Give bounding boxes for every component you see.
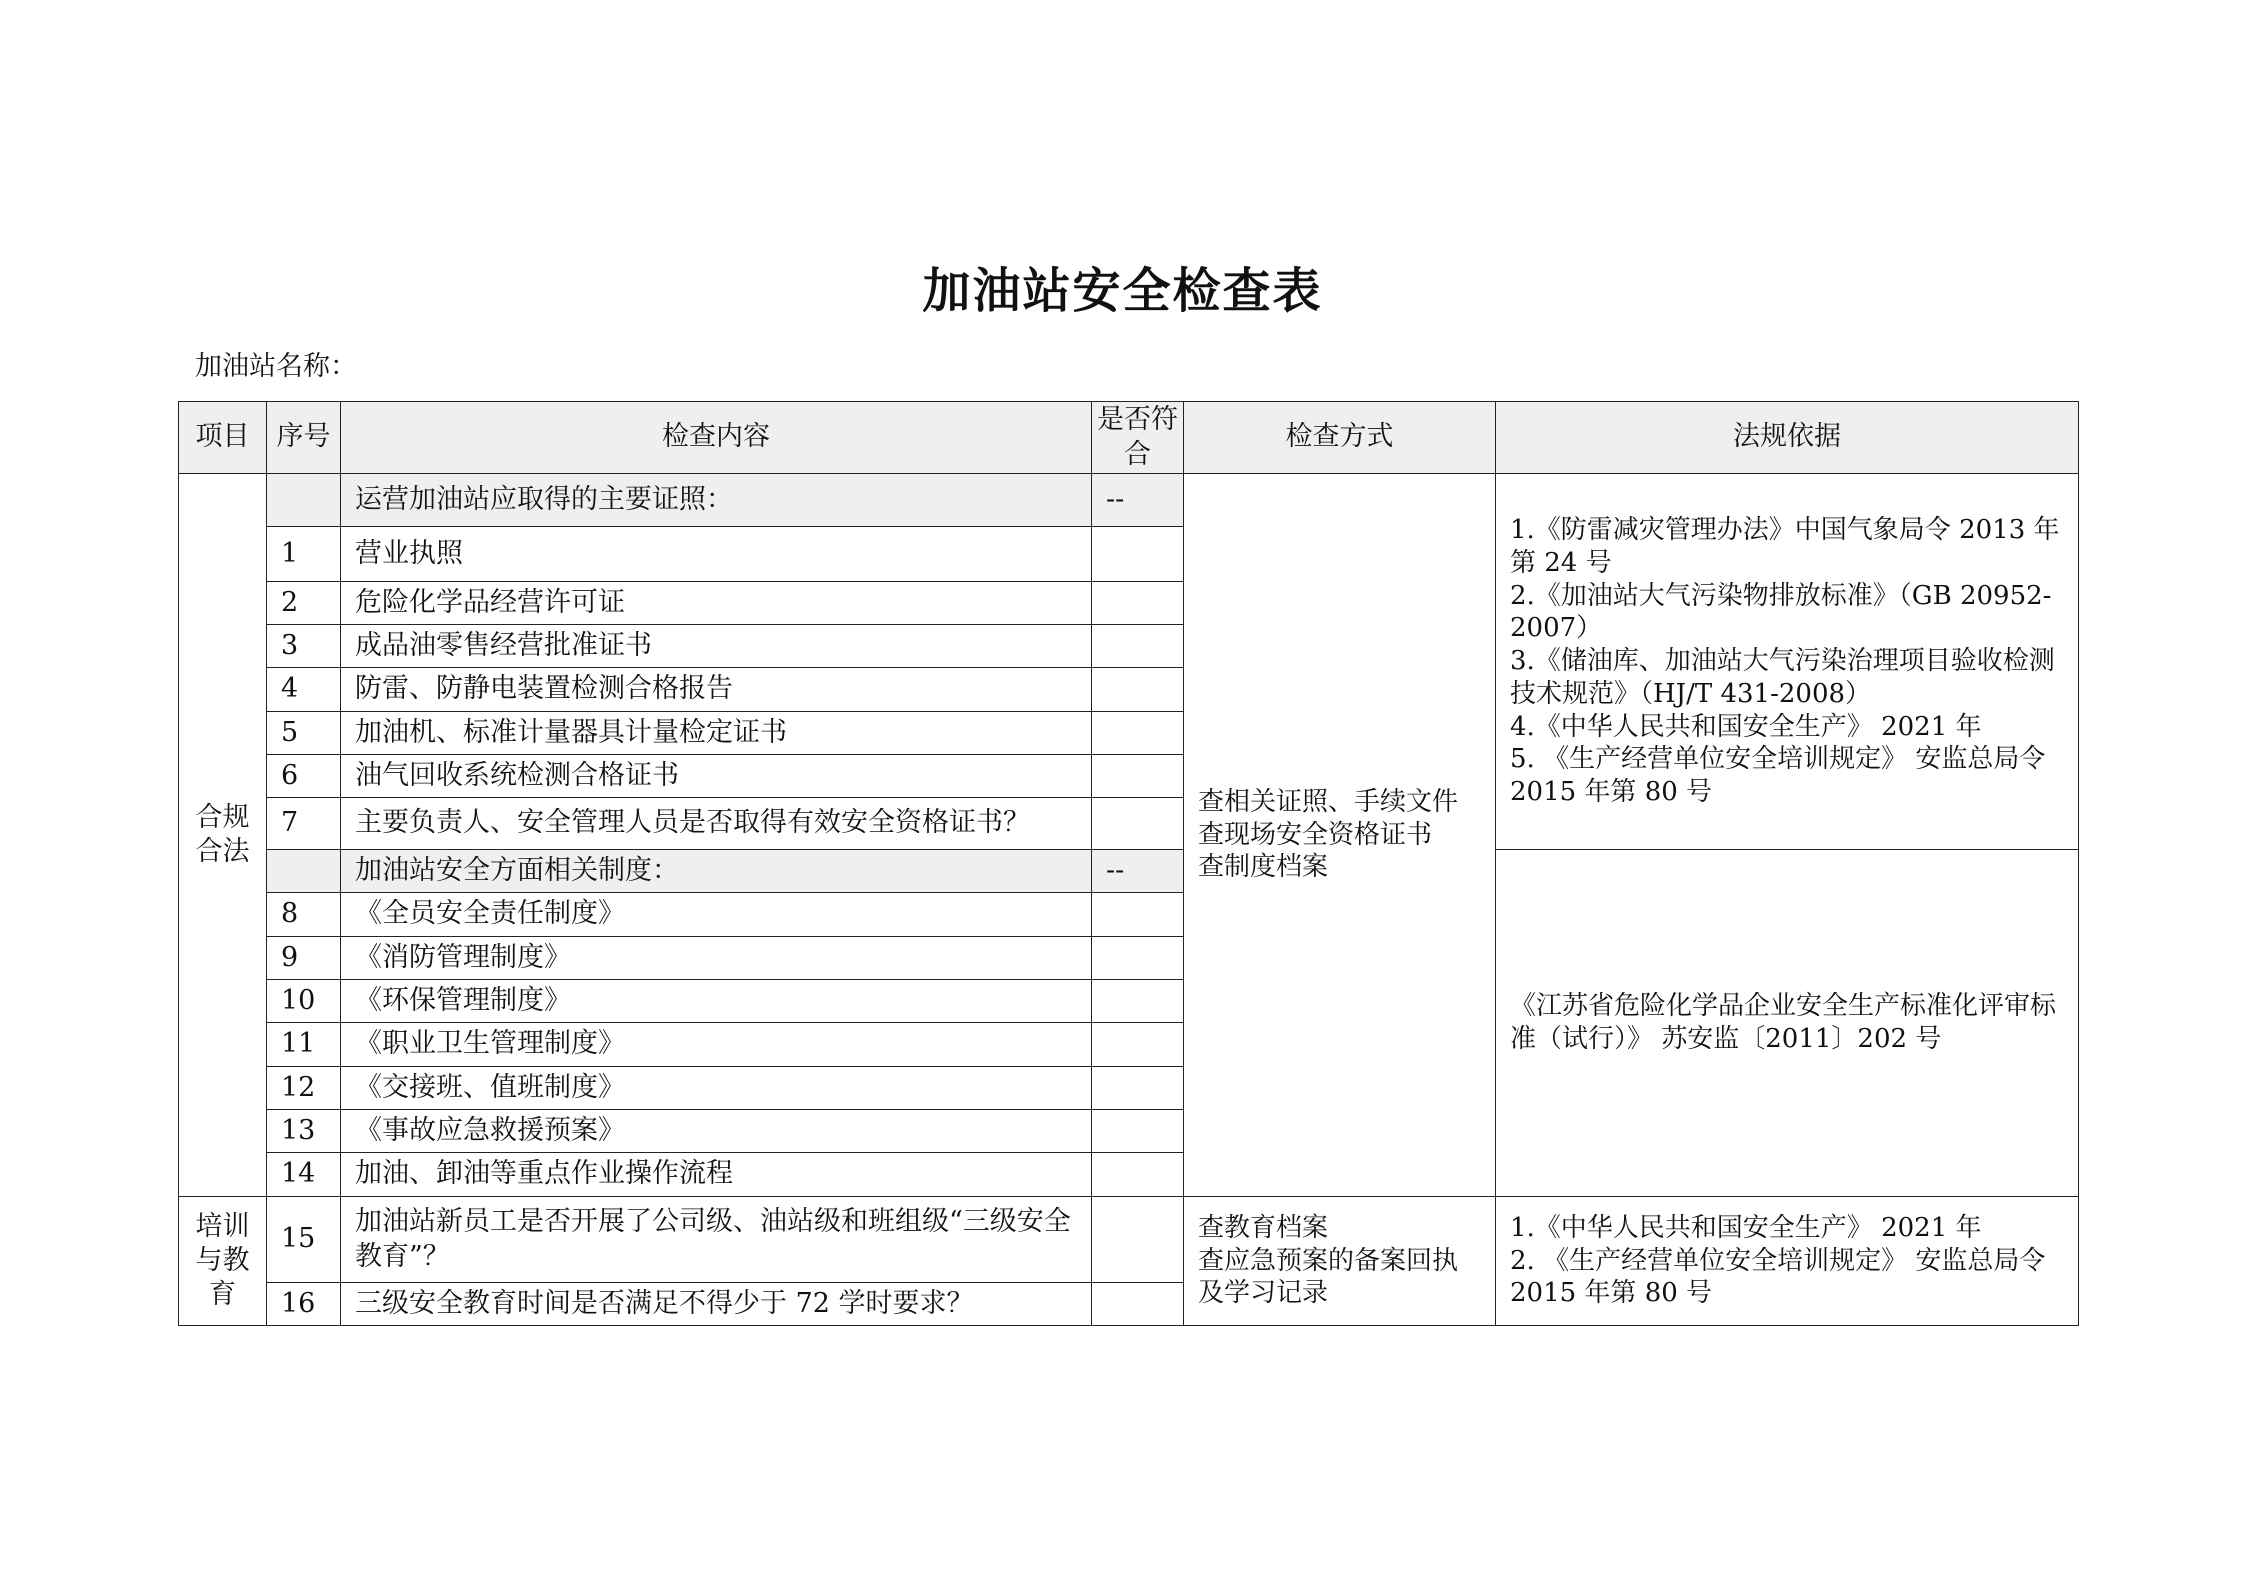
method-line: 查制度档案: [1198, 852, 1329, 883]
method-line: 查教育档案: [1198, 1212, 1329, 1243]
ok-cell[interactable]: [1092, 1197, 1184, 1283]
seq-cell: 11: [267, 1023, 341, 1067]
seq-cell: 13: [267, 1110, 341, 1153]
seq-cell: 9: [267, 937, 341, 980]
method-line: 查应急预案的备案回执及学习记录: [1198, 1245, 1459, 1309]
header-ok: 是否符合: [1092, 402, 1184, 474]
law-line: 《江苏省危险化学品企业安全生产标准化评审标准（试行）》 苏安监〔2011〕202 号: [1510, 991, 2057, 1054]
law-licenses: [1496, 474, 2079, 850]
section-heading-row: [179, 850, 2079, 893]
law-line: 4.《中华人民共和国安全生产》 2021 年: [1510, 711, 1982, 742]
header-seq: 序号: [267, 402, 341, 474]
seq-cell: 8: [267, 893, 341, 937]
content-cell: 《环保管理制度》: [341, 980, 1092, 1023]
law-line: 5. 《生产经营单位安全培训规定》 安监总局令 2015 年第 80 号: [1510, 744, 2046, 808]
table-row: [179, 1197, 2079, 1283]
ok-cell[interactable]: [1092, 980, 1184, 1023]
content-cell: 《全员安全责任制度》: [341, 893, 1092, 937]
content-cell: 油气回收系统检测合格证书: [341, 755, 1092, 798]
method-training: [1184, 1197, 1496, 1326]
law-line: 3.《储油库、加油站大气污染治理项目验收检测技术规范》（HJ/T 431-2008）: [1510, 646, 2055, 709]
method-line: 查相关证照、手续文件: [1198, 786, 1459, 817]
header-content: 检查内容: [341, 402, 1092, 474]
ok-cell[interactable]: [1092, 1023, 1184, 1067]
seq-cell: 7: [267, 798, 341, 850]
seq-cell: 6: [267, 755, 341, 798]
category-compliance: 合规合法: [179, 474, 267, 1197]
content-cell: 三级安全教育时间是否满足不得少于 72 学时要求？: [341, 1283, 1092, 1326]
ok-cell[interactable]: [1092, 1110, 1184, 1153]
seq-cell: 2: [267, 582, 341, 625]
law-line: 1.《中华人民共和国安全生产》 2021 年: [1510, 1212, 1982, 1243]
content-cell: 危险化学品经营许可证: [341, 582, 1092, 625]
law-line: 2.《加油站大气污染物排放标准》（GB 20952-2007）: [1510, 580, 2052, 644]
header-method: 检查方式: [1184, 402, 1496, 474]
method-compliance: [1184, 474, 1496, 1197]
ok-cell[interactable]: [1092, 582, 1184, 625]
seq-cell: 14: [267, 1153, 341, 1197]
ok-cell[interactable]: [1092, 527, 1184, 582]
seq-cell: 1: [267, 527, 341, 582]
law-line: 1.《防雷减灾管理办法》中国气象局令 2013 年第 24 号: [1510, 515, 2060, 578]
section-heading: 加油站安全方面相关制度：: [341, 850, 1092, 893]
ok-cell[interactable]: [1092, 1283, 1184, 1326]
content-cell: 成品油零售经营批准证书: [341, 625, 1092, 668]
method-line: 查现场安全资格证书: [1198, 819, 1433, 850]
seq-cell: 16: [267, 1283, 341, 1326]
content-cell: 防雷、防静电装置检测合格报告: [341, 668, 1092, 712]
content-cell: 《交接班、值班制度》: [341, 1067, 1092, 1110]
content-cell: 《事故应急救援预案》: [341, 1110, 1092, 1153]
ok-cell[interactable]: [1092, 893, 1184, 937]
content-cell: 《职业卫生管理制度》: [341, 1023, 1092, 1067]
ok-cell[interactable]: [1092, 755, 1184, 798]
seq-cell: 10: [267, 980, 341, 1023]
page-title: 加油站安全检查表: [922, 263, 1323, 319]
seq-cell: 15: [267, 1197, 341, 1283]
ok-cell[interactable]: [1092, 1067, 1184, 1110]
ok-cell[interactable]: [1092, 625, 1184, 668]
seq-cell: 3: [267, 625, 341, 668]
station-name-label: 加油站名称：: [195, 351, 357, 382]
law-training: [1496, 1197, 2079, 1326]
content-cell: 《消防管理制度》: [341, 937, 1092, 980]
category-training: 培训与教育: [179, 1197, 267, 1326]
ok-cell[interactable]: [1092, 937, 1184, 980]
law-line: 2. 《生产经营单位安全培训规定》 安监总局令 2015 年第 80 号: [1510, 1245, 2046, 1309]
section-heading-row: [179, 474, 2079, 527]
content-cell: 主要负责人、安全管理人员是否取得有效安全资格证书？: [341, 798, 1092, 850]
ok-mark: --: [1092, 474, 1184, 527]
seq-cell: 5: [267, 712, 341, 755]
law-regulations: [1496, 850, 2079, 1197]
header-item: 项目: [179, 402, 267, 474]
content-cell: 加油站新员工是否开展了公司级、油站级和班组级“三级安全教育”？: [341, 1197, 1092, 1283]
seq-cell: [267, 474, 341, 527]
seq-cell: 12: [267, 1067, 341, 1110]
ok-mark: --: [1092, 850, 1184, 893]
header-row: [179, 402, 2079, 474]
content-cell: 加油、卸油等重点作业操作流程: [341, 1153, 1092, 1197]
header-law: 法规依据: [1496, 402, 2079, 474]
content-cell: 加油机、标准计量器具计量检定证书: [341, 712, 1092, 755]
section-heading: 运营加油站应取得的主要证照：: [341, 474, 1092, 527]
seq-cell: [267, 850, 341, 893]
ok-cell[interactable]: [1092, 712, 1184, 755]
ok-cell[interactable]: [1092, 1153, 1184, 1197]
checklist-table: [178, 401, 2079, 1326]
ok-cell[interactable]: [1092, 798, 1184, 850]
seq-cell: 4: [267, 668, 341, 712]
content-cell: 营业执照: [341, 527, 1092, 582]
ok-cell[interactable]: [1092, 668, 1184, 712]
